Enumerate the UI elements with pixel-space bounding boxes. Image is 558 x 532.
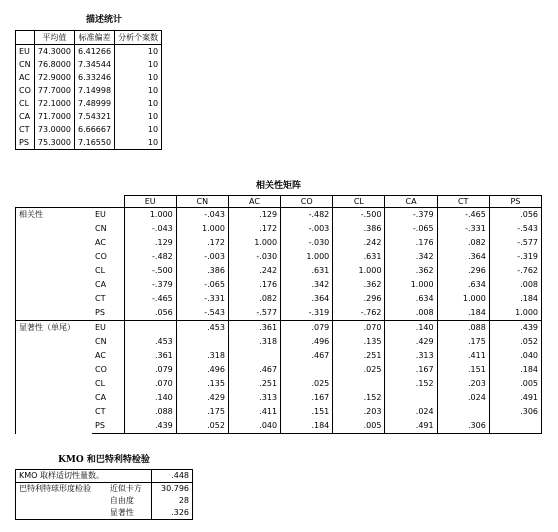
table-row — [16, 349, 542, 363]
n-cell: 10 — [115, 45, 162, 59]
matrix-cell — [333, 377, 385, 391]
table-row — [16, 123, 162, 136]
matrix-cell: .172 — [228, 222, 280, 236]
matrix-cell: .184 — [437, 306, 489, 321]
descriptive-title: 描述统计 — [85, 15, 122, 25]
matrix-cell — [176, 335, 228, 349]
sd-cell: 7.48999 — [74, 97, 114, 110]
mean-cell: 72.9000 — [34, 71, 74, 84]
matrix-cell: .364 — [437, 250, 489, 264]
matrix-cell: .184 — [489, 292, 541, 306]
column-header: 平均值 — [34, 31, 74, 45]
matrix-cell: .318 — [176, 349, 228, 363]
mean-cell: 72.1000 — [34, 97, 74, 110]
kmo-title: KMO 和巴特利特检验 — [58, 455, 150, 465]
kmo-row — [16, 470, 193, 483]
row-label: CN — [16, 58, 35, 71]
table-row — [16, 208, 542, 223]
matrix-cell: -.065 — [385, 222, 437, 236]
matrix-cell: -.331 — [437, 222, 489, 236]
matrix-cell: .088 — [124, 405, 176, 419]
matrix-cell: .056 — [124, 306, 176, 321]
table-row — [16, 71, 162, 84]
row-variable: EU — [92, 321, 124, 336]
matrix-cell: .040 — [228, 419, 280, 434]
table-row — [16, 136, 162, 150]
matrix-cell: .176 — [385, 236, 437, 250]
row-variable: AC — [92, 349, 124, 363]
matrix-cell: -.379 — [385, 208, 437, 223]
matrix-cell: .251 — [333, 349, 385, 363]
matrix-cell: .634 — [385, 292, 437, 306]
matrix-cell: -.003 — [176, 250, 228, 264]
column-header: AC — [228, 196, 280, 208]
column-header: CA — [385, 196, 437, 208]
matrix-cell: .203 — [437, 377, 489, 391]
table-row — [16, 250, 542, 264]
matrix-cell: .008 — [385, 306, 437, 321]
matrix-cell: .079 — [281, 321, 333, 336]
matrix-cell: .313 — [228, 391, 280, 405]
bartlett-stat-label: 显著性 — [107, 507, 152, 520]
matrix-cell: -.030 — [228, 250, 280, 264]
matrix-cell: .040 — [489, 349, 541, 363]
group-label: 显著性（单尾） — [16, 321, 93, 434]
mean-cell: 71.7000 — [34, 110, 74, 123]
matrix-cell: 1.000 — [437, 292, 489, 306]
row-variable: CN — [92, 222, 124, 236]
column-header: 分析个案数 — [115, 31, 162, 45]
matrix-cell: .491 — [489, 391, 541, 405]
kmo-table — [15, 469, 193, 520]
matrix-cell: .631 — [281, 264, 333, 278]
matrix-cell: .453 — [176, 321, 228, 336]
matrix-cell: .088 — [437, 321, 489, 336]
descriptive-table — [15, 30, 162, 150]
matrix-cell — [385, 391, 437, 405]
table-row — [16, 222, 542, 236]
matrix-cell: .024 — [437, 391, 489, 405]
matrix-cell: .362 — [333, 278, 385, 292]
row-label: EU — [16, 45, 35, 59]
sd-cell: 7.16550 — [74, 136, 114, 150]
row-variable: CL — [92, 377, 124, 391]
matrix-cell: .386 — [333, 222, 385, 236]
matrix-cell: .140 — [124, 391, 176, 405]
column-header: CO — [281, 196, 333, 208]
matrix-cell: -.379 — [124, 278, 176, 292]
row-variable: CA — [92, 278, 124, 292]
matrix-cell: .135 — [333, 335, 385, 349]
matrix-cell: .167 — [281, 391, 333, 405]
sd-cell: 7.14998 — [74, 84, 114, 97]
matrix-cell: .070 — [333, 321, 385, 336]
row-variable: PS — [92, 419, 124, 434]
row-variable: EU — [92, 208, 124, 223]
correlation-title: 相关性矩阵 — [255, 181, 301, 191]
matrix-cell: .439 — [489, 321, 541, 336]
matrix-cell: -.500 — [333, 208, 385, 223]
row-label: PS — [16, 136, 35, 150]
row-variable: PS — [92, 306, 124, 321]
matrix-cell: .005 — [489, 377, 541, 391]
row-variable: CL — [92, 264, 124, 278]
n-cell: 10 — [115, 136, 162, 150]
table-row — [16, 363, 542, 377]
matrix-cell: 1.000 — [385, 278, 437, 292]
matrix-cell: .242 — [333, 236, 385, 250]
group-label: 相关性 — [16, 208, 93, 321]
matrix-cell: .079 — [124, 363, 176, 377]
matrix-cell: .242 — [228, 264, 280, 278]
matrix-cell: -.003 — [281, 222, 333, 236]
matrix-cell: .167 — [385, 363, 437, 377]
matrix-cell: .491 — [385, 419, 437, 434]
matrix-cell: -.319 — [489, 250, 541, 264]
matrix-cell: .361 — [124, 349, 176, 363]
matrix-cell: -.043 — [124, 222, 176, 236]
matrix-cell: -.331 — [176, 292, 228, 306]
table-row — [16, 264, 542, 278]
matrix-cell: -.065 — [176, 278, 228, 292]
matrix-cell: .631 — [333, 250, 385, 264]
n-cell: 10 — [115, 123, 162, 136]
row-label: CL — [16, 97, 35, 110]
matrix-cell: .140 — [385, 321, 437, 336]
matrix-cell: .429 — [176, 391, 228, 405]
matrix-cell: .439 — [124, 419, 176, 434]
matrix-cell — [281, 363, 333, 377]
bartlett-row — [16, 483, 193, 496]
matrix-cell: -.465 — [437, 208, 489, 223]
matrix-cell: .184 — [281, 419, 333, 434]
matrix-cell: -.465 — [124, 292, 176, 306]
matrix-cell: .152 — [385, 377, 437, 391]
matrix-cell: -.762 — [333, 306, 385, 321]
matrix-cell: .342 — [385, 250, 437, 264]
row-label: CO — [16, 84, 35, 97]
column-header: CN — [176, 196, 228, 208]
n-cell: 10 — [115, 97, 162, 110]
matrix-cell: 1.000 — [333, 264, 385, 278]
table-row — [16, 84, 162, 97]
matrix-cell: 1.000 — [176, 222, 228, 236]
matrix-cell: .151 — [281, 405, 333, 419]
matrix-cell: -.482 — [124, 250, 176, 264]
matrix-cell: -.500 — [124, 264, 176, 278]
matrix-cell: .129 — [124, 236, 176, 250]
column-header: PS — [489, 196, 541, 208]
matrix-cell: .496 — [176, 363, 228, 377]
matrix-cell: .025 — [281, 377, 333, 391]
matrix-cell: -.030 — [281, 236, 333, 250]
matrix-cell: .453 — [124, 335, 176, 349]
table-row — [16, 391, 542, 405]
matrix-cell: .496 — [281, 335, 333, 349]
matrix-cell: .008 — [489, 278, 541, 292]
matrix-cell: -.543 — [489, 222, 541, 236]
matrix-cell: .175 — [437, 335, 489, 349]
table-row — [16, 292, 542, 306]
matrix-cell: .070 — [124, 377, 176, 391]
matrix-cell: .306 — [489, 405, 541, 419]
matrix-cell: -.319 — [281, 306, 333, 321]
bartlett-stat-value: .326 — [171, 508, 189, 517]
table-row — [16, 236, 542, 250]
row-variable: CT — [92, 405, 124, 419]
n-cell: 10 — [115, 71, 162, 84]
sd-cell: 7.34544 — [74, 58, 114, 71]
matrix-cell: .411 — [437, 349, 489, 363]
matrix-cell: -.482 — [281, 208, 333, 223]
matrix-cell: .052 — [176, 419, 228, 434]
row-variable: CO — [92, 250, 124, 264]
matrix-cell: -.577 — [228, 306, 280, 321]
matrix-cell: .052 — [489, 335, 541, 349]
row-variable: CN — [92, 335, 124, 349]
matrix-cell — [437, 405, 489, 419]
matrix-cell: .313 — [385, 349, 437, 363]
bartlett-row — [16, 495, 193, 507]
matrix-cell: 1.000 — [124, 208, 176, 223]
sd-cell: 6.41266 — [74, 45, 114, 59]
matrix-cell: .135 — [176, 377, 228, 391]
matrix-cell: .386 — [176, 264, 228, 278]
matrix-cell: .129 — [228, 208, 280, 223]
table-row — [16, 278, 542, 292]
table-row — [16, 321, 542, 336]
n-cell: 10 — [115, 110, 162, 123]
mean-cell: 75.3000 — [34, 136, 74, 150]
matrix-cell: .364 — [281, 292, 333, 306]
matrix-cell: .467 — [281, 349, 333, 363]
matrix-cell: .296 — [333, 292, 385, 306]
n-cell: 10 — [115, 84, 162, 97]
sd-cell: 6.33246 — [74, 71, 114, 84]
row-label: CT — [16, 123, 35, 136]
row-variable: CT — [92, 292, 124, 306]
matrix-cell: -.762 — [489, 264, 541, 278]
matrix-cell: .429 — [385, 335, 437, 349]
sd-cell: 6.66667 — [74, 123, 114, 136]
table-row — [16, 45, 162, 59]
matrix-cell: .024 — [385, 405, 437, 419]
matrix-cell — [228, 349, 280, 363]
table-row — [16, 419, 542, 434]
table-row — [16, 97, 162, 110]
correlation-table — [15, 195, 542, 434]
matrix-cell: .362 — [385, 264, 437, 278]
matrix-cell: .184 — [489, 363, 541, 377]
matrix-cell — [124, 321, 176, 336]
column-header: EU — [124, 196, 176, 208]
bartlett-stat-value: 28 — [178, 496, 189, 505]
mean-cell: 76.8000 — [34, 58, 74, 71]
table-row — [16, 405, 542, 419]
kmo-label: KMO 取样适切性量数。 — [16, 470, 152, 483]
matrix-cell: .411 — [228, 405, 280, 419]
kmo-value: .448 — [152, 470, 193, 483]
matrix-cell: .151 — [437, 363, 489, 377]
bartlett-stat-label: 近似卡方 — [107, 483, 152, 496]
n-cell: 10 — [115, 58, 162, 71]
column-header: CL — [333, 196, 385, 208]
table-row — [16, 335, 542, 349]
bartlett-row — [16, 507, 193, 520]
column-header: 标准偏差 — [74, 31, 114, 45]
bartlett-stat-value: 30.796 — [161, 484, 189, 493]
matrix-cell: .342 — [281, 278, 333, 292]
bartlett-stat-label: 自由度 — [107, 495, 152, 507]
matrix-cell: .082 — [437, 236, 489, 250]
table-row — [16, 377, 542, 391]
matrix-cell: .152 — [333, 391, 385, 405]
matrix-cell: 1.000 — [228, 236, 280, 250]
matrix-cell: .634 — [437, 278, 489, 292]
matrix-cell: .176 — [228, 278, 280, 292]
row-variable: AC — [92, 236, 124, 250]
matrix-cell: .056 — [489, 208, 541, 223]
mean-cell: 74.3000 — [34, 45, 74, 59]
table-row — [16, 58, 162, 71]
matrix-cell: .175 — [176, 405, 228, 419]
matrix-cell: .306 — [437, 419, 489, 434]
matrix-cell: 1.000 — [489, 306, 541, 321]
column-header — [16, 31, 35, 45]
table-row — [16, 306, 542, 321]
matrix-cell: -.043 — [176, 208, 228, 223]
bartlett-label: 巴特利特球形度检验 — [19, 484, 91, 493]
matrix-cell: .318 — [228, 335, 280, 349]
matrix-cell: .203 — [333, 405, 385, 419]
matrix-cell: .251 — [228, 377, 280, 391]
matrix-cell: -.577 — [489, 236, 541, 250]
matrix-cell: .005 — [333, 419, 385, 434]
row-label: CA — [16, 110, 35, 123]
matrix-cell: 1.000 — [281, 250, 333, 264]
matrix-cell — [489, 419, 541, 434]
matrix-cell: -.543 — [176, 306, 228, 321]
header-blank — [92, 196, 124, 208]
matrix-cell: .172 — [176, 236, 228, 250]
matrix-cell: .361 — [228, 321, 280, 336]
matrix-cell: .296 — [437, 264, 489, 278]
matrix-cell: .025 — [333, 363, 385, 377]
row-variable: CA — [92, 391, 124, 405]
table-row — [16, 110, 162, 123]
row-variable: CO — [92, 363, 124, 377]
matrix-cell: .082 — [228, 292, 280, 306]
header-blank — [16, 196, 93, 208]
sd-cell: 7.54321 — [74, 110, 114, 123]
column-header: CT — [437, 196, 489, 208]
matrix-cell: .467 — [228, 363, 280, 377]
mean-cell: 73.0000 — [34, 123, 74, 136]
mean-cell: 77.7000 — [34, 84, 74, 97]
row-label: AC — [16, 71, 35, 84]
